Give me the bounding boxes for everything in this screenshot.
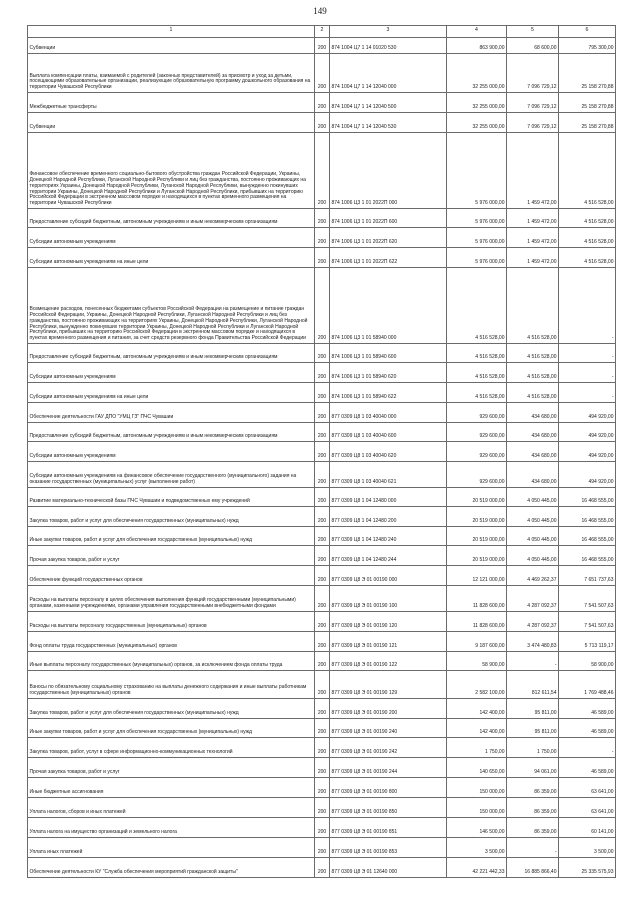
row-executed-amount: 4 050 445,00: [507, 546, 559, 566]
row-unexecuted-amount: -: [559, 738, 616, 758]
row-classification: 877 0309 Ц8 1 04 12480 000: [330, 488, 447, 507]
row-unexecuted-amount: 4 516 528,00: [559, 248, 616, 268]
row-name: Предоставление субсидий бюджетным, автономным учреждениям и иным некоммерческим организациям: [28, 344, 315, 363]
row-unexecuted-amount: 63 641,00: [559, 798, 616, 818]
row-classification: 877 0309 Ц8 Э 01 00190 100: [330, 586, 447, 612]
row-code: 200: [315, 54, 330, 93]
row-executed-amount: 4 516 528,00: [507, 344, 559, 363]
row-classification: 877 0309 Ц8 1 04 12480 240: [330, 527, 447, 546]
header-col-5: 5: [507, 26, 559, 38]
row-assigned-amount: 4 516 528,00: [447, 344, 507, 363]
header-col-4: 4: [447, 26, 507, 38]
row-code: 200: [315, 209, 330, 228]
row-executed-amount: 1 459 472,00: [507, 228, 559, 248]
table-row: [28, 838, 616, 858]
row-classification: 877 0309 Ц8 1 04 12480 200: [330, 507, 447, 527]
row-classification: 874 1006 Ц3 1 01 2022П 620: [330, 228, 447, 248]
row-assigned-amount: 20 519 000,00: [447, 488, 507, 507]
row-unexecuted-amount: -: [559, 383, 616, 403]
row-assigned-amount: 32 255 000,00: [447, 113, 507, 133]
row-executed-amount: 86 359,00: [507, 778, 559, 798]
row-code: 200: [315, 798, 330, 818]
row-code: 200: [315, 228, 330, 248]
row-classification: 877 0309 Ц8 Э 01 00190 853: [330, 838, 447, 858]
table-row: [28, 586, 616, 612]
table-row: [28, 671, 616, 699]
row-code: 200: [315, 566, 330, 586]
row-assigned-amount: 863 900,00: [447, 38, 507, 54]
row-code: 200: [315, 268, 330, 344]
table-row: [28, 488, 616, 507]
row-assigned-amount: 32 255 000,00: [447, 93, 507, 113]
row-code: 200: [315, 758, 330, 778]
row-executed-amount: 1 459 472,00: [507, 248, 559, 268]
row-name: Обеспечение деятельности ГАУ ДПО "УМЦ ГЗ" ПЧС Чувашии: [28, 403, 315, 423]
row-classification: 877 0309 Ц8 Э 01 00190 800: [330, 778, 447, 798]
row-executed-amount: 4 516 528,00: [507, 268, 559, 344]
row-classification: 877 0309 Ц8 Э 01 12640 000: [330, 858, 447, 878]
row-classification: 877 0309 Ц8 Э 01 00190 122: [330, 652, 447, 671]
row-classification: 877 0309 Ц8 Э 01 00190 850: [330, 798, 447, 818]
row-code: 200: [315, 344, 330, 363]
row-name: Межбюджетные трансферты: [28, 93, 315, 113]
row-executed-amount: 1 459 472,00: [507, 133, 559, 209]
row-unexecuted-amount: 7 651 737,63: [559, 566, 616, 586]
row-unexecuted-amount: 46 589,00: [559, 719, 616, 738]
row-name: Обеспечение функций государственных органов: [28, 566, 315, 586]
row-assigned-amount: 929 600,00: [447, 442, 507, 462]
row-unexecuted-amount: 46 589,00: [559, 758, 616, 778]
row-name: Субсидии автономным учреждениям на иные цели: [28, 248, 315, 268]
row-assigned-amount: 42 221 442,33: [447, 858, 507, 878]
row-executed-amount: 4 050 445,00: [507, 488, 559, 507]
row-name: Развитие материально-технической базы ПЧС Чувашии и подведомственных ему учреждений: [28, 488, 315, 507]
row-code: 200: [315, 818, 330, 838]
table-row: [28, 228, 616, 248]
row-executed-amount: 4 469 262,37: [507, 566, 559, 586]
row-executed-amount: 1 459 472,00: [507, 209, 559, 228]
row-classification: 877 0309 Ц8 Э 01 00190 242: [330, 738, 447, 758]
row-name: Обеспечение деятельности КУ "Служба обеспечения мероприятий гражданской защиты": [28, 858, 315, 878]
row-code: 200: [315, 652, 330, 671]
row-code: 200: [315, 738, 330, 758]
row-name: Прочая закупка товаров, работ и услуг: [28, 546, 315, 566]
row-assigned-amount: 4 516 528,00: [447, 383, 507, 403]
row-code: 200: [315, 442, 330, 462]
row-code: 200: [315, 403, 330, 423]
row-name: Возмещение расходов, понесенных бюджетами субъектов Российской Федерации на размещение и питание граждан Российской Федерации, Украины, Донецкой Народной Республики, Луганской Народной Республики и лиц без гражданства, постоянно проживающих на территориях Украины, Донецкой Народной Республики, Луганской Народной Республики, вынужденно покинувших территории Украины, Донецкой Народной Республики и Луганской Народной Республики, прибывших на территорию Российской Федерации в экстренном массовом порядке и находящихся в пунктах временного размещения и питания, за счет средств резервного фонда Правительства Российской Федерации: [28, 268, 315, 344]
row-assigned-amount: 11 828 600,00: [447, 586, 507, 612]
row-classification: 877 0309 Ц8 1 03 40040 621: [330, 462, 447, 488]
header-col-3: 3: [330, 26, 447, 38]
row-unexecuted-amount: 16 468 555,00: [559, 507, 616, 527]
row-assigned-amount: 5 976 000,00: [447, 228, 507, 248]
row-code: 200: [315, 507, 330, 527]
row-name: Выплата компенсации платы, взимаемой с родителей (законных представителей) за присмотр и уход за детьми, посещающими образовательные организации, реализующие образовательную программу дошкольного образования на территории Чувашской Республики: [28, 54, 315, 93]
row-unexecuted-amount: 7 541 507,63: [559, 612, 616, 632]
row-code: 200: [315, 383, 330, 403]
row-assigned-amount: 12 121 000,00: [447, 566, 507, 586]
row-classification: 874 1006 Ц3 1 01 2022П 000: [330, 133, 447, 209]
row-classification: 877 0309 Ц8 Э 01 00190 129: [330, 671, 447, 699]
row-assigned-amount: 929 600,00: [447, 403, 507, 423]
row-classification: 877 0309 Ц8 Э 01 00190 121: [330, 632, 447, 652]
row-executed-amount: 434 680,00: [507, 403, 559, 423]
row-name: Субсидии автономным учреждениям: [28, 442, 315, 462]
row-unexecuted-amount: 4 516 528,00: [559, 209, 616, 228]
row-unexecuted-amount: 46 589,00: [559, 699, 616, 719]
row-executed-amount: 86 359,00: [507, 798, 559, 818]
row-name: Уплата налога на имущество организаций и земельного налога: [28, 818, 315, 838]
row-code: 200: [315, 527, 330, 546]
row-classification: 877 0309 Ц8 Э 01 00190 851: [330, 818, 447, 838]
table-row: [28, 423, 616, 442]
row-assigned-amount: 4 516 528,00: [447, 363, 507, 383]
table-body: [28, 38, 616, 878]
row-unexecuted-amount: 25 335 575,93: [559, 858, 616, 878]
row-classification: 874 1006 Ц3 1 01 58940 000: [330, 268, 447, 344]
row-assigned-amount: 929 600,00: [447, 423, 507, 442]
row-classification: 874 1004 Ц7 1 14 01020 530: [330, 38, 447, 54]
row-executed-amount: 95 811,00: [507, 699, 559, 719]
row-unexecuted-amount: 3 500,00: [559, 838, 616, 858]
table-row: [28, 403, 616, 423]
row-unexecuted-amount: 16 468 555,00: [559, 546, 616, 566]
row-name: Закупка товаров, работ и услуг для обеспечения государственных (муниципальных) нужд: [28, 507, 315, 527]
table-row: [28, 818, 616, 838]
row-name: Расходы на выплаты персоналу в целях обеспечения выполнения функций государственными (муниципальными) органами, казенными учреждениями, органами управления государственными внебюджетными фондами: [28, 586, 315, 612]
row-unexecuted-amount: -: [559, 344, 616, 363]
row-code: 200: [315, 133, 330, 209]
row-unexecuted-amount: 795 300,00: [559, 38, 616, 54]
row-classification: 877 0309 Ц8 Э 01 00190 000: [330, 566, 447, 586]
table-row: [28, 442, 616, 462]
header-col-1: 1: [28, 26, 315, 38]
row-classification: 877 0309 Ц8 Э 01 00190 244: [330, 758, 447, 778]
row-classification: 877 0309 Ц8 Э 01 00190 120: [330, 612, 447, 632]
row-name: Прочая закупка товаров, работ и услуг: [28, 758, 315, 778]
row-unexecuted-amount: 494 920,00: [559, 462, 616, 488]
row-classification: 874 1006 Ц3 1 01 58940 620: [330, 363, 447, 383]
row-executed-amount: 4 050 445,00: [507, 527, 559, 546]
row-assigned-amount: 20 519 000,00: [447, 527, 507, 546]
table-row: [28, 209, 616, 228]
row-code: 200: [315, 671, 330, 699]
row-code: 200: [315, 778, 330, 798]
row-assigned-amount: 150 000,00: [447, 778, 507, 798]
row-assigned-amount: 1 750,00: [447, 738, 507, 758]
row-executed-amount: 4 287 092,37: [507, 612, 559, 632]
table-row: [28, 719, 616, 738]
row-name: Субсидии автономным учреждениям: [28, 228, 315, 248]
row-executed-amount: 3 474 480,83: [507, 632, 559, 652]
row-assigned-amount: 146 500,00: [447, 818, 507, 838]
row-executed-amount: 4 287 092,37: [507, 586, 559, 612]
row-code: 200: [315, 612, 330, 632]
row-name: Фонд оплаты труда государственных (муниципальных) органов: [28, 632, 315, 652]
header-col-6: 6: [559, 26, 616, 38]
row-name: Иные закупки товаров, работ и услуг для обеспечения государственных (муниципальных) нужд: [28, 527, 315, 546]
row-code: 200: [315, 363, 330, 383]
row-code: 200: [315, 113, 330, 133]
table-row: [28, 738, 616, 758]
row-unexecuted-amount: 7 541 507,63: [559, 586, 616, 612]
row-code: 200: [315, 462, 330, 488]
row-assigned-amount: 9 187 600,00: [447, 632, 507, 652]
row-executed-amount: -: [507, 838, 559, 858]
header-col-2: 2: [315, 26, 330, 38]
row-unexecuted-amount: 25 158 270,88: [559, 54, 616, 93]
row-executed-amount: 812 611,54: [507, 671, 559, 699]
row-assigned-amount: 11 828 600,00: [447, 612, 507, 632]
row-executed-amount: 4 516 528,00: [507, 383, 559, 403]
row-unexecuted-amount: 5 713 119,17: [559, 632, 616, 652]
row-name: Иные закупки товаров, работ и услуг для обеспечения государственных (муниципальных) нужд: [28, 719, 315, 738]
table-row: [28, 248, 616, 268]
row-name: Субвенции: [28, 38, 315, 54]
row-name: Расходы на выплаты персоналу государственных (муниципальных) органов: [28, 612, 315, 632]
table-row: [28, 778, 616, 798]
table-row: [28, 133, 616, 209]
row-assigned-amount: 20 519 000,00: [447, 507, 507, 527]
row-executed-amount: 4 050 445,00: [507, 507, 559, 527]
row-classification: 874 1006 Ц3 1 01 58940 622: [330, 383, 447, 403]
row-assigned-amount: 2 582 100,00: [447, 671, 507, 699]
row-unexecuted-amount: -: [559, 268, 616, 344]
row-executed-amount: 86 359,00: [507, 818, 559, 838]
row-assigned-amount: 142 400,00: [447, 699, 507, 719]
row-classification: 874 1006 Ц3 1 01 58940 600: [330, 344, 447, 363]
page-number: 149: [313, 6, 327, 16]
row-assigned-amount: 5 976 000,00: [447, 133, 507, 209]
row-classification: 874 1006 Ц3 1 01 2022П 622: [330, 248, 447, 268]
row-executed-amount: 1 750,00: [507, 738, 559, 758]
row-assigned-amount: 58 900,00: [447, 652, 507, 671]
table-row: [28, 113, 616, 133]
row-classification: 877 0309 Ц8 Э 01 00190 240: [330, 719, 447, 738]
table-row: [28, 507, 616, 527]
table-row: [28, 527, 616, 546]
row-assigned-amount: 140 650,00: [447, 758, 507, 778]
row-executed-amount: 94 061,00: [507, 758, 559, 778]
row-code: 200: [315, 546, 330, 566]
row-name: Иные выплаты персоналу государственных (муниципальных) органов, за исключением фонда оплаты труда: [28, 652, 315, 671]
table-row: [28, 758, 616, 778]
row-unexecuted-amount: 16 468 555,00: [559, 527, 616, 546]
row-name: Уплата иных платежей: [28, 838, 315, 858]
table-row: [28, 652, 616, 671]
row-name: Субсидии автономным учреждениям: [28, 363, 315, 383]
row-code: 200: [315, 248, 330, 268]
row-unexecuted-amount: 25 158 270,88: [559, 113, 616, 133]
table-row: [28, 612, 616, 632]
row-classification: 877 0309 Ц8 Э 01 00190 200: [330, 699, 447, 719]
row-executed-amount: 4 516 528,00: [507, 363, 559, 383]
row-code: 200: [315, 423, 330, 442]
row-classification: 877 0309 Ц8 1 03 40040 620: [330, 442, 447, 462]
row-assigned-amount: 929 600,00: [447, 462, 507, 488]
row-executed-amount: 434 680,00: [507, 462, 559, 488]
row-unexecuted-amount: 25 158 270,88: [559, 93, 616, 113]
row-name: Финансовое обеспечение временного социально-бытового обустройства граждан Российской Федерации, Украины, Донецкой Народной Республики, Луганской Народной Республики и лиц без гражданства, постоянно проживающих на территориях Украины, Донецкой Народной Республики, Луганской Народной Республики, вынужденно покинувших территории Украины, Донецкой Народной Республики и Луганской Народной Республики, прибывших на территорию Российской Федерации в экстренном массовом порядке и находящихся в пунктах временного размещения на территории Чувашской Республики: [28, 133, 315, 209]
table-row: [28, 268, 616, 344]
row-unexecuted-amount: 494 920,00: [559, 442, 616, 462]
row-name: Уплата налогов, сборов и иных платежей: [28, 798, 315, 818]
row-assigned-amount: 32 255 000,00: [447, 54, 507, 93]
row-name: Субсидии автономным учреждениям на иные цели: [28, 383, 315, 403]
table-row: [28, 383, 616, 403]
table-row: [28, 38, 616, 54]
row-executed-amount: 16 885 866,40: [507, 858, 559, 878]
row-executed-amount: 434 680,00: [507, 423, 559, 442]
row-executed-amount: 7 096 729,12: [507, 54, 559, 93]
row-name: Предоставление субсидий бюджетным, автономным учреждениям и иным некоммерческим организациям: [28, 423, 315, 442]
row-classification: 877 0309 Ц8 1 03 40040 000: [330, 403, 447, 423]
row-unexecuted-amount: 58 900,00: [559, 652, 616, 671]
row-classification: 874 1004 Ц7 1 14 12040 000: [330, 54, 447, 93]
row-assigned-amount: 4 516 528,00: [447, 268, 507, 344]
row-assigned-amount: 150 000,00: [447, 798, 507, 818]
row-unexecuted-amount: 4 516 528,00: [559, 228, 616, 248]
header-row: [28, 26, 616, 38]
row-code: 200: [315, 488, 330, 507]
row-assigned-amount: 3 500,00: [447, 838, 507, 858]
budget-execution-table: [27, 25, 616, 878]
table-row: [28, 858, 616, 878]
row-unexecuted-amount: 63 641,00: [559, 778, 616, 798]
row-name: Иные бюджетные ассигнования: [28, 778, 315, 798]
row-assigned-amount: 5 976 000,00: [447, 248, 507, 268]
row-name: Субвенции: [28, 113, 315, 133]
row-executed-amount: -: [507, 652, 559, 671]
table-row: [28, 798, 616, 818]
row-executed-amount: 434 680,00: [507, 442, 559, 462]
table-row: [28, 546, 616, 566]
row-code: 200: [315, 719, 330, 738]
table-row: [28, 54, 616, 93]
row-unexecuted-amount: 16 468 555,00: [559, 488, 616, 507]
table-row: [28, 566, 616, 586]
row-classification: 874 1004 Ц7 1 14 12040 530: [330, 113, 447, 133]
row-name: Предоставление субсидий бюджетным, автономным учреждениям и иным некоммерческим организациям: [28, 209, 315, 228]
row-unexecuted-amount: 60 141,00: [559, 818, 616, 838]
table-row: [28, 93, 616, 113]
row-name: Закупка товаров, работ и услуг для обеспечения государственных (муниципальных) нужд: [28, 699, 315, 719]
row-executed-amount: 68 600,00: [507, 38, 559, 54]
row-assigned-amount: 5 976 000,00: [447, 209, 507, 228]
row-executed-amount: 95 811,00: [507, 719, 559, 738]
table-row: [28, 699, 616, 719]
row-classification: 874 1004 Ц7 1 14 12040 500: [330, 93, 447, 113]
row-code: 200: [315, 586, 330, 612]
table-row: [28, 363, 616, 383]
row-executed-amount: 7 096 729,12: [507, 113, 559, 133]
row-name: Закупка товаров, работ, услуг в сфере информационно-коммуникационных технологий: [28, 738, 315, 758]
row-unexecuted-amount: 494 920,00: [559, 423, 616, 442]
row-classification: 874 1006 Ц3 1 01 2022П 600: [330, 209, 447, 228]
table-row: [28, 632, 616, 652]
table-row: [28, 344, 616, 363]
row-unexecuted-amount: 1 769 488,46: [559, 671, 616, 699]
row-name: Взносы по обязательному социальному страхованию на выплаты денежного содержания и иные выплаты работникам государственных (муниципальных) органов: [28, 671, 315, 699]
row-unexecuted-amount: 4 516 528,00: [559, 133, 616, 209]
row-unexecuted-amount: 494 920,00: [559, 403, 616, 423]
row-assigned-amount: 142 400,00: [447, 719, 507, 738]
row-unexecuted-amount: -: [559, 363, 616, 383]
row-name: Субсидии автономным учреждениям на финансовое обеспечение государственного (муниципального) задания на оказание государственных (муниципальных) услуг (выполнение работ): [28, 462, 315, 488]
row-assigned-amount: 20 519 000,00: [447, 546, 507, 566]
row-code: 200: [315, 93, 330, 113]
row-code: 200: [315, 38, 330, 54]
row-code: 200: [315, 632, 330, 652]
row-code: 200: [315, 699, 330, 719]
row-classification: 877 0309 Ц8 1 03 40040 600: [330, 423, 447, 442]
row-code: 200: [315, 838, 330, 858]
row-code: 200: [315, 858, 330, 878]
row-executed-amount: 7 096 729,12: [507, 93, 559, 113]
table-row: [28, 462, 616, 488]
row-classification: 877 0309 Ц8 1 04 12480 244: [330, 546, 447, 566]
